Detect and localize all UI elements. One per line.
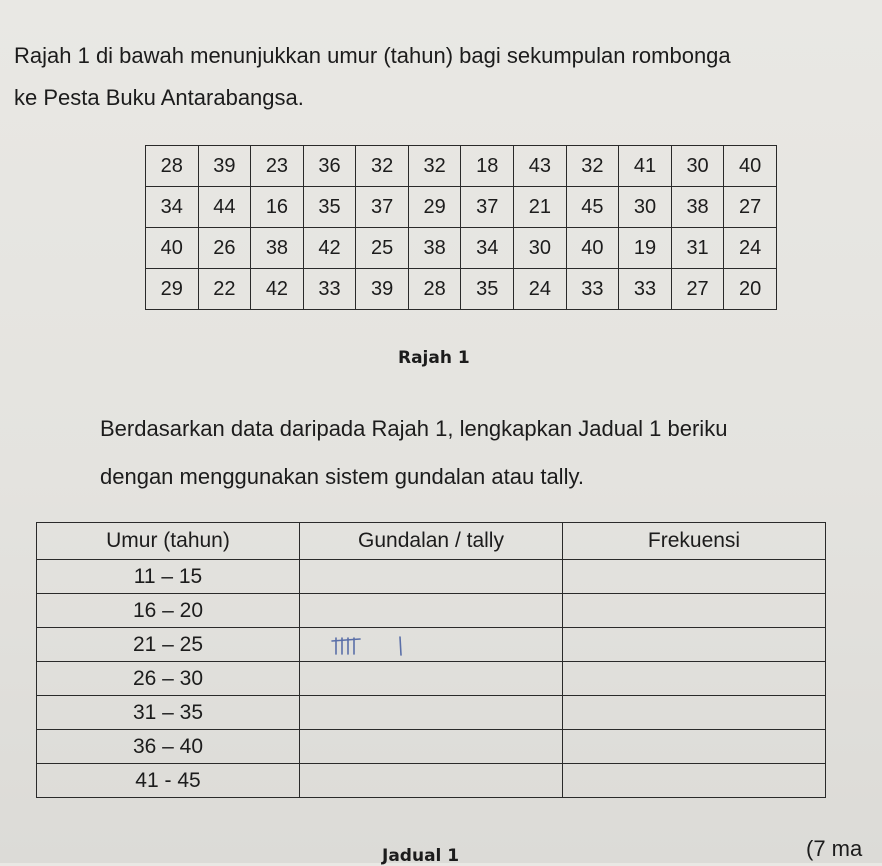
- data-cell: 31: [671, 228, 724, 269]
- age-range-cell: 21 – 25: [37, 628, 300, 662]
- data-cell: 30: [671, 146, 724, 187]
- tally-cell[interactable]: [300, 696, 563, 730]
- age-data-table: [145, 145, 777, 310]
- frequency-row: [37, 628, 826, 662]
- frequency-row: [37, 696, 826, 730]
- data-cell: 45: [566, 187, 619, 228]
- data-row: [146, 187, 777, 228]
- data-cell: 16: [251, 187, 304, 228]
- jadual-caption: Jadual 1: [382, 846, 460, 866]
- instruction-line-1: Berdasarkan data daripada Rajah 1, lengkapkan Jadual 1 beriku: [100, 416, 728, 441]
- marks-label: (7 ma: [806, 836, 863, 861]
- age-range-cell: 11 – 15: [37, 560, 300, 594]
- age-range-cell: 26 – 30: [37, 662, 300, 696]
- frequency-table: [36, 522, 826, 798]
- data-cell: 34: [461, 228, 514, 269]
- frequency-row: [37, 764, 826, 798]
- tally-cell[interactable]: [300, 764, 563, 798]
- data-row: [146, 228, 777, 269]
- frequency-cell[interactable]: [563, 764, 826, 798]
- data-cell: 33: [303, 269, 356, 310]
- data-cell: 37: [461, 187, 514, 228]
- frequency-cell[interactable]: [563, 594, 826, 628]
- data-cell: 27: [724, 187, 777, 228]
- data-cell: 42: [303, 228, 356, 269]
- data-row: [146, 269, 777, 310]
- data-cell: 21: [514, 187, 567, 228]
- data-cell: 43: [514, 146, 567, 187]
- data-cell: 18: [461, 146, 514, 187]
- data-cell: 40: [146, 228, 199, 269]
- data-cell: 33: [566, 269, 619, 310]
- frequency-row: [37, 560, 826, 594]
- data-cell: 19: [619, 228, 672, 269]
- data-cell: 42: [251, 269, 304, 310]
- data-cell: 32: [566, 146, 619, 187]
- frequency-row: [37, 594, 826, 628]
- rajah-caption: Rajah 1: [398, 348, 470, 368]
- data-cell: 30: [514, 228, 567, 269]
- age-range-cell: 16 – 20: [37, 594, 300, 628]
- frequency-cell[interactable]: [563, 628, 826, 662]
- frequency-cell[interactable]: [563, 560, 826, 594]
- data-cell: 28: [408, 269, 461, 310]
- data-cell: 40: [566, 228, 619, 269]
- data-cell: 32: [356, 146, 409, 187]
- intro-line-2: ke Pesta Buku Antarabangsa.: [14, 85, 304, 110]
- tally-cell[interactable]: [300, 560, 563, 594]
- data-cell: 23: [251, 146, 304, 187]
- frequency-row: [37, 730, 826, 764]
- tally-cell[interactable]: [300, 730, 563, 764]
- data-cell: 38: [251, 228, 304, 269]
- data-cell: 24: [514, 269, 567, 310]
- age-range-cell: 31 – 35: [37, 696, 300, 730]
- data-cell: 29: [408, 187, 461, 228]
- frequency-cell[interactable]: [563, 730, 826, 764]
- data-cell: 39: [198, 146, 251, 187]
- data-cell: 26: [198, 228, 251, 269]
- data-cell: 30: [619, 187, 672, 228]
- header-frekuensi: Frekuensi: [563, 523, 826, 560]
- header-tally: Gundalan / tally: [300, 523, 563, 560]
- data-cell: 29: [146, 269, 199, 310]
- intro-line-1: Rajah 1 di bawah menunjukkan umur (tahun) bagi sekumpulan rombonga: [14, 43, 731, 68]
- data-cell: 37: [356, 187, 409, 228]
- data-cell: 20: [724, 269, 777, 310]
- data-cell: 35: [461, 269, 514, 310]
- data-cell: 41: [619, 146, 672, 187]
- data-cell: 24: [724, 228, 777, 269]
- data-cell: 25: [356, 228, 409, 269]
- data-cell: 27: [671, 269, 724, 310]
- data-cell: 33: [619, 269, 672, 310]
- data-cell: 38: [408, 228, 461, 269]
- age-range-cell: 36 – 40: [37, 730, 300, 764]
- instruction-line-2: dengan menggunakan sistem gundalan atau tally.: [100, 464, 584, 489]
- data-row: [146, 146, 777, 187]
- frequency-cell[interactable]: [563, 696, 826, 730]
- frequency-row: [37, 662, 826, 696]
- tally-cell[interactable]: [300, 662, 563, 696]
- data-cell: 34: [146, 187, 199, 228]
- header-umur: Umur (tahun): [37, 523, 300, 560]
- tally-cell[interactable]: [300, 594, 563, 628]
- data-cell: 35: [303, 187, 356, 228]
- data-cell: 44: [198, 187, 251, 228]
- data-cell: 32: [408, 146, 461, 187]
- age-range-cell: 41 - 45: [37, 764, 300, 798]
- data-cell: 22: [198, 269, 251, 310]
- data-cell: 36: [303, 146, 356, 187]
- handwritten-tally-mark: [330, 632, 420, 658]
- tally-cell[interactable]: [300, 628, 563, 662]
- frequency-cell[interactable]: [563, 662, 826, 696]
- data-cell: 39: [356, 269, 409, 310]
- data-cell: 38: [671, 187, 724, 228]
- data-cell: 40: [724, 146, 777, 187]
- data-cell: 28: [146, 146, 199, 187]
